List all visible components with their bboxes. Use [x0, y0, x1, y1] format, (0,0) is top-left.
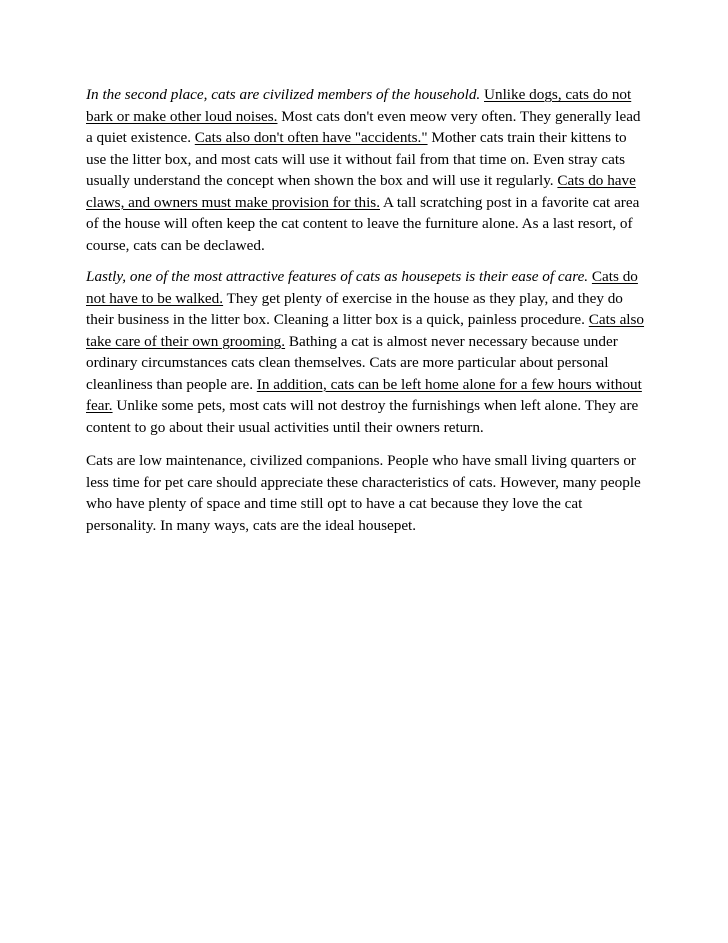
- text-run: They get plenty of exercise in the house as they play, and they do their business in the litter box. Cleaning a litter box is a quick, painless procedure.: [86, 289, 623, 328]
- topic-sentence: In the second place, cats are civilized members of the household.: [86, 86, 481, 103]
- supporting-point: In addition, cats can be left home alone for a few hours without fear.: [86, 375, 642, 414]
- text-run: A tall scratching post in a favorite cat area of the house will often keep the cat content to leave the furniture alone. As a last resort, of course, cats can be declawed.: [86, 193, 640, 254]
- supporting-point: Cats do not have to be walked.: [86, 268, 638, 307]
- text-run: Cats are low maintenance, civilized companions. People who have small living quarters or less time for pet care should appreciate these characteristics of cats. However, many people who have plenty of space and time still opt to have a cat because they love the cat personality. In many ways, cats are the ideal housepet.: [86, 452, 641, 534]
- text-run: Bathing a cat is almost never necessary because under ordinary circumstances cats clean themselves. Cats are more particular about personal cleanliness than people are.: [86, 332, 618, 393]
- essay-body: [86, 84, 646, 546]
- text-run: Mother cats train their kittens to use the litter box, and most cats will use it without fail from that time on. Even stray cats usually understand the concept when shown the box and will use it regularly.: [86, 129, 627, 189]
- supporting-point: Cats also take care of their own grooming.: [86, 311, 645, 350]
- supporting-point: Cats also don't often have "accidents.": [194, 129, 428, 146]
- paragraph-civilized: [86, 84, 646, 256]
- supporting-point: Cats do have claws, and owners must make provision for this.: [86, 172, 636, 211]
- text-run: Unlike some pets, most cats will not destroy the furnishings when left alone. They are content to go about their usual activities until their owners return.: [86, 397, 639, 436]
- paragraph-ease-of-care: [86, 266, 646, 438]
- supporting-point: Unlike dogs, cats do not bark or make other loud noises.: [86, 86, 632, 125]
- topic-sentence: Lastly, one of the most attractive features of cats as housepets is their ease of care.: [86, 268, 589, 285]
- paragraph-conclusion: [86, 450, 646, 536]
- text-run: Most cats don't even meow very often. They generally lead a quiet existence.: [86, 107, 641, 146]
